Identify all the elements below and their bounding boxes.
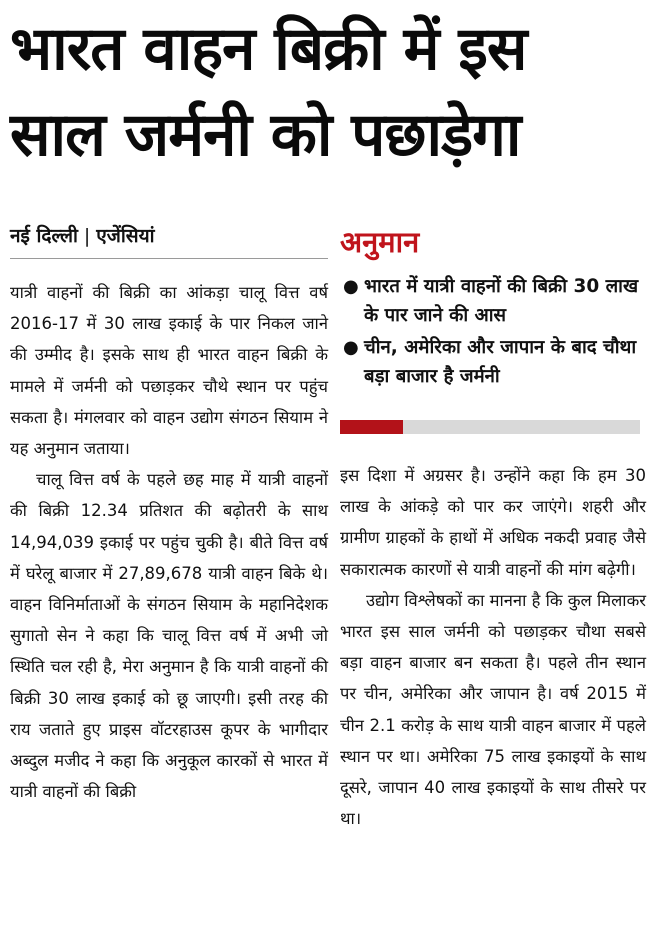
estimate-point [340, 272, 646, 330]
estimate-point-text: चीन, अमेरिका और जापान के बाद चौथा बड़ा बाजार है जर्मनी [364, 337, 637, 387]
headline-line-2: साल जर्मनी को पछाड़ेगा [10, 100, 521, 170]
estimate-point [340, 333, 646, 391]
article-paragraph: चालू वित्त वर्ष के पहले छह माह में यात्री वाहनों की बिक्री 12.34 प्रतिशत की बढ़ोतरी के साथ 14,94,039 इकाई पर पहुंच चुकी है। बीते वित्त वर्ष में घरेलू बाजार में 27,89,678 यात्री वाहन बिके थे। वाहन विनिर्माताओं के संगठन सियाम के महानिदेशक सुगातो सेन ने कहा कि चालू वित्त वर्ष में अभी जो स्थिति चल रही है, मेरा अनुमान है कि यात्री वाहनों की बिक्री 30 लाख इकाई को छू जाएगी। इसी तरह की राय जताते हुए प्राइस वॉटरहाउस कूपर के भागीदार अब्दुल मजीद ने कहा कि अनुकूल कारकों से भारत में यात्री वाहनों की बिक्री [10, 470, 328, 802]
estimate-point-text: भारत में यात्री वाहनों की बिक्री 30 लाख के पार जाने की आस [364, 276, 639, 326]
article-paragraph: उद्योग विश्लेषकों का मानना है कि कुल मिलाकर भारत इस साल जर्मनी को पछाड़कर चौथा सबसे बड़ा वाहन बाजार बन सकता है। पहले तीन स्थान पर चीन, अमेरिका और जापान है। वर्ष 2015 में चीन 2.1 करोड़ के साथ यात्री वाहन बाजार में पहले स्थान पर था। अमेरिका 75 लाख इकाइयों के साथ दूसरे, जापान 40 लाख इकाइयों के साथ तीसरे पर था। [340, 590, 646, 829]
estimate-heading: अनुमान [340, 225, 420, 259]
article-column-left [10, 277, 328, 807]
dateline [10, 222, 330, 250]
article-paragraph: इस दिशा में अग्रसर है। उन्होंने कहा कि हम 30 लाख के आंकड़े को पार कर जाएंगे। शहरी और ग्रामीण ग्राहकों के हाथों में अधिक नकदी प्रवाह जैसे सकारात्मक कारणों से यात्री वाहनों की मांग बढ़ेगी। [340, 466, 646, 579]
bullet-icon: ● [343, 276, 359, 297]
accent-bar [340, 420, 640, 434]
article-column-right [340, 460, 646, 834]
dateline-separator: | [83, 225, 91, 247]
dateline-place: नई दिल्ली [10, 225, 78, 247]
headline [10, 6, 650, 178]
headline-line-1: भारत वाहन बिक्री में इस [10, 14, 527, 84]
bullet-icon: ● [343, 337, 359, 358]
dateline-divider [10, 258, 328, 259]
article-paragraph: यात्री वाहनों की बिक्री का आंकड़ा चालू वित्त वर्ष 2016-17 में 30 लाख इकाई के पार निकल जाने की उम्मीद है। इसके साथ ही भारत वाहन बिक्री के मामले में जर्मनी को पछाड़कर चौथे स्थान पर पहुंच सकता है। मंगलवार को वाहन उद्योग संगठन सियाम ने यह अनुमान जताया। [10, 283, 328, 459]
estimate-box [340, 222, 646, 394]
estimate-list [340, 272, 646, 391]
dateline-source: एजेंसियां [96, 225, 155, 247]
